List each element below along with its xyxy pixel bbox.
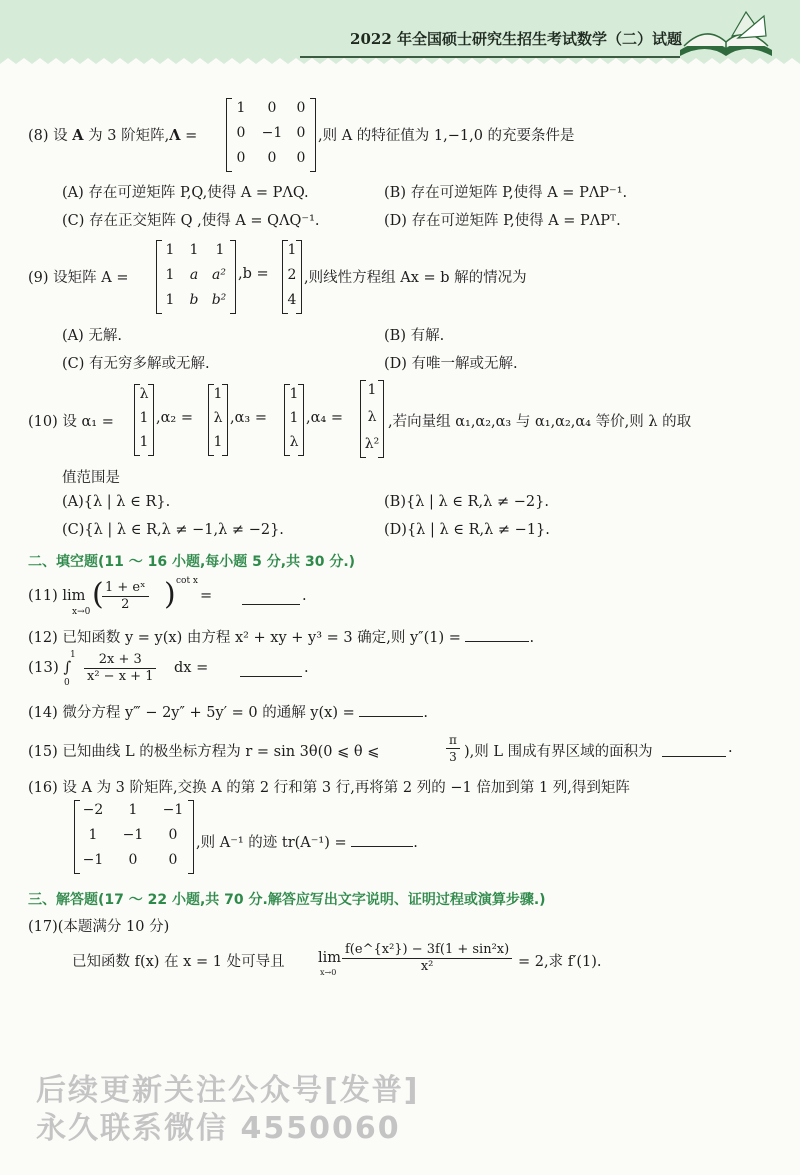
q9-matrix-A bbox=[156, 240, 236, 314]
matrix-cell: a² bbox=[212, 267, 226, 283]
q8-Lambda-matrix bbox=[226, 98, 316, 172]
matrix-cell: a bbox=[189, 267, 199, 283]
matrix-cell: 0 bbox=[236, 125, 246, 141]
q11-eq: = bbox=[200, 588, 213, 604]
vector-cell: λ bbox=[289, 434, 299, 450]
matrix-cell: 1 bbox=[165, 267, 175, 283]
vector-cell: λ bbox=[367, 409, 377, 425]
vector-cell: 1 bbox=[289, 410, 299, 426]
matrix-cell: b bbox=[189, 292, 199, 308]
matrix-cell: −1 bbox=[122, 827, 144, 843]
q10-alpha4 bbox=[360, 380, 384, 458]
q9-option-A: (A) 无解. bbox=[62, 328, 123, 344]
q10-alpha3 bbox=[284, 384, 304, 456]
q8-Lambda-symbol: Λ bbox=[169, 127, 181, 144]
vector-cell: 1 bbox=[287, 242, 297, 258]
q9-stem-post: ,则线性方程组 Ax = b 解的情况为 bbox=[304, 270, 527, 286]
q13-denominator: x² − x + 1 bbox=[87, 669, 154, 684]
q8-option-B: (B) 存在可逆矩阵 P,使得 A = PΛP⁻¹. bbox=[384, 185, 628, 201]
matrix-cell: 0 bbox=[296, 100, 306, 116]
matrix-cell: 0 bbox=[296, 150, 306, 166]
q15-post: ),则 L 围成有界区域的面积为 bbox=[464, 744, 653, 760]
watermark-line-1: 后续更新关注公众号[发普] bbox=[36, 1073, 420, 1108]
q11-answer-blank bbox=[242, 604, 300, 605]
vector-cell: 1 bbox=[289, 386, 299, 402]
q16-post-text: ,则 A⁻¹ 的迹 tr(A⁻¹) = bbox=[196, 835, 347, 851]
matrix-cell: −1 bbox=[82, 852, 104, 868]
q15-fraction bbox=[446, 732, 460, 765]
vector-cell: 2 bbox=[287, 267, 297, 283]
q10-stem-post: ,若向量组 α₁,α₂,α₃ 与 α₁,α₂,α₄ 等价,则 λ 的取 bbox=[388, 414, 692, 430]
q14-text: (14) 微分方程 y‴ − 2y″ + 5y′ = 0 的通解 y(x) = bbox=[28, 705, 355, 721]
matrix-cell: 1 bbox=[215, 242, 225, 258]
q8-matrix-A-symbol: A bbox=[72, 127, 84, 144]
q8-option-C: (C) 存在正交矩阵 Q ,使得 A = QΛQ⁻¹. bbox=[62, 213, 320, 229]
q9-vector-b bbox=[282, 240, 302, 314]
section-2-heading: 二、填空题(11 ～ 16 小题,每小题 5 分,共 30 分.) bbox=[28, 554, 356, 570]
q15-pre: (15) 已知曲线 L 的极坐标方程为 r = sin 3θ(0 ⩽ θ ⩽ bbox=[28, 744, 380, 760]
q16-answer-blank bbox=[351, 846, 413, 847]
q17-numerator: f(e^{x²}) − 3f(1 + sin²x) bbox=[342, 942, 512, 959]
vector-cell: 4 bbox=[287, 292, 297, 308]
q17-pre: 已知函数 f(x) 在 x = 1 处可导且 bbox=[72, 954, 285, 970]
q8-eq-sign: = bbox=[185, 128, 198, 144]
q13-lower-limit: 0 bbox=[64, 678, 70, 688]
q10-alpha2 bbox=[208, 384, 228, 456]
q10-option-B: (B){λ | λ ∈ R,λ ≠ −2}. bbox=[384, 494, 549, 510]
q17-lim: lim bbox=[318, 950, 342, 966]
q8-prefix: (8) 设 bbox=[28, 128, 68, 144]
q9-option-C: (C) 有无穷多解或无解. bbox=[62, 356, 210, 372]
matrix-cell: 0 bbox=[236, 150, 246, 166]
matrix-cell: 0 bbox=[168, 827, 178, 843]
q10-stem-pre: (10) 设 α₁ = bbox=[28, 414, 114, 430]
q8-stem-mid: 为 3 阶矩阵, bbox=[88, 128, 170, 144]
q13-numerator: 2x + 3 bbox=[84, 652, 156, 669]
q13-dx: dx = bbox=[174, 660, 209, 676]
watermark-line-2: 永久联系微信 4550060 bbox=[36, 1111, 401, 1146]
q16-matrix bbox=[74, 800, 194, 874]
matrix-cell: 0 bbox=[296, 125, 306, 141]
q8-stem bbox=[28, 124, 197, 145]
q11-lim: (11) lim bbox=[28, 588, 86, 604]
q14: (14) 微分方程 y‴ − 2y″ + 5y′ = 0 的通解 y(x) = . bbox=[28, 705, 428, 721]
q15-denominator: 3 bbox=[449, 750, 457, 764]
section-3-heading: 三、解答题(17 ～ 22 小题,共 70 分.解答应写出文字说明、证明过程或演算步骤.) bbox=[28, 892, 546, 908]
matrix-cell: 0 bbox=[168, 852, 178, 868]
matrix-cell: 1 bbox=[128, 802, 138, 818]
q10-stem-cont: 值范围是 bbox=[62, 470, 120, 486]
q10-label-a2: ,α₂ = bbox=[156, 410, 193, 426]
q17-post: = 2,求 f′(1). bbox=[518, 954, 602, 970]
matrix-cell: 0 bbox=[128, 852, 138, 868]
q9-option-D: (D) 有唯一解或无解. bbox=[384, 356, 518, 372]
vector-cell: λ bbox=[213, 410, 223, 426]
q15-numerator: π bbox=[446, 732, 460, 749]
q13-integral: (13) ∫ bbox=[28, 658, 72, 676]
q17-fraction bbox=[342, 942, 512, 975]
q10-option-A: (A){λ | λ ∈ R}. bbox=[62, 494, 171, 510]
vector-cell: 1 bbox=[139, 434, 149, 450]
q12-answer-blank bbox=[465, 641, 529, 642]
watermark bbox=[36, 1072, 419, 1148]
q15-answer-blank bbox=[662, 756, 726, 757]
vector-cell: 1 bbox=[213, 434, 223, 450]
q9-stem-pre: (9) 设矩阵 A = bbox=[28, 270, 129, 286]
matrix-cell: 1 bbox=[88, 827, 98, 843]
open-book-icon bbox=[676, 6, 776, 60]
matrix-cell: 1 bbox=[236, 100, 246, 116]
q11-right-paren: ) bbox=[164, 577, 176, 612]
vector-cell: 1 bbox=[139, 410, 149, 426]
q13-upper-limit: 1 bbox=[70, 650, 76, 660]
q9-stem-b: ,b = bbox=[238, 266, 269, 282]
matrix-cell: 1 bbox=[165, 292, 175, 308]
q11-numerator: 1 + eˣ bbox=[102, 580, 149, 597]
q8-option-D: (D) 存在可逆矩阵 P,使得 A = PΛPᵀ. bbox=[384, 213, 621, 229]
q11-fraction bbox=[102, 580, 149, 613]
q11-exponent: cot x bbox=[176, 576, 199, 586]
q10-alpha1 bbox=[134, 384, 154, 456]
matrix-cell: 1 bbox=[165, 242, 175, 258]
q17-title: (17)(本题满分 10 分) bbox=[28, 919, 170, 935]
matrix-cell: 0 bbox=[267, 150, 277, 166]
header-title: 2022 年全国硕士研究生招生考试数学（二）试题 bbox=[350, 30, 682, 48]
vector-cell: 1 bbox=[367, 382, 377, 398]
matrix-cell: b² bbox=[211, 292, 227, 308]
matrix-cell: −1 bbox=[162, 802, 184, 818]
matrix-cell: 0 bbox=[267, 100, 277, 116]
q8-stem-post: ,则 A 的特征值为 1,−1,0 的充要条件是 bbox=[318, 128, 575, 144]
q10-label-a3: ,α₃ = bbox=[230, 410, 267, 426]
q11-period: . bbox=[302, 588, 307, 604]
q10-option-C: (C){λ | λ ∈ R,λ ≠ −1,λ ≠ −2}. bbox=[62, 522, 284, 538]
q16-post: ,则 A⁻¹ 的迹 tr(A⁻¹) = . bbox=[196, 835, 418, 851]
q17-denominator: x² bbox=[420, 959, 434, 974]
q13-answer-blank bbox=[240, 676, 302, 677]
page-header bbox=[0, 0, 800, 68]
q10-option-D: (D){λ | λ ∈ R,λ ≠ −1}. bbox=[384, 522, 550, 538]
q14-answer-blank bbox=[359, 716, 423, 717]
q11-lim-sub: x→0 bbox=[72, 607, 91, 617]
matrix-cell: −2 bbox=[82, 802, 104, 818]
vector-cell: λ bbox=[139, 386, 149, 402]
matrix-cell: 1 bbox=[189, 242, 199, 258]
q12: (12) 已知函数 y = y(x) 由方程 x² + xy + y³ = 3 确定,则 y″(1) = . bbox=[28, 630, 535, 646]
vector-cell: 1 bbox=[213, 386, 223, 402]
q17-lim-sub: x→0 bbox=[320, 968, 337, 977]
q11-denominator: 2 bbox=[121, 597, 130, 612]
vector-cell: λ² bbox=[364, 436, 380, 452]
q11-left-paren: ( bbox=[92, 577, 104, 612]
q9-option-B: (B) 有解. bbox=[384, 328, 445, 344]
matrix-cell: −1 bbox=[261, 125, 283, 141]
q13-fraction bbox=[84, 652, 156, 685]
q16-stem: (16) 设 A 为 3 阶矩阵,交换 A 的第 2 行和第 3 行,再将第 2 列的 −1 倍加到第 1 列,得到矩阵 bbox=[28, 780, 630, 796]
q8-option-A: (A) 存在可逆矩阵 P,Q,使得 A = PΛQ. bbox=[62, 185, 309, 201]
q12-text: (12) 已知函数 y = y(x) 由方程 x² + xy + y³ = 3 确定,则 y″(1) = bbox=[28, 630, 461, 646]
q10-label-a4: ,α₄ = bbox=[306, 410, 343, 426]
